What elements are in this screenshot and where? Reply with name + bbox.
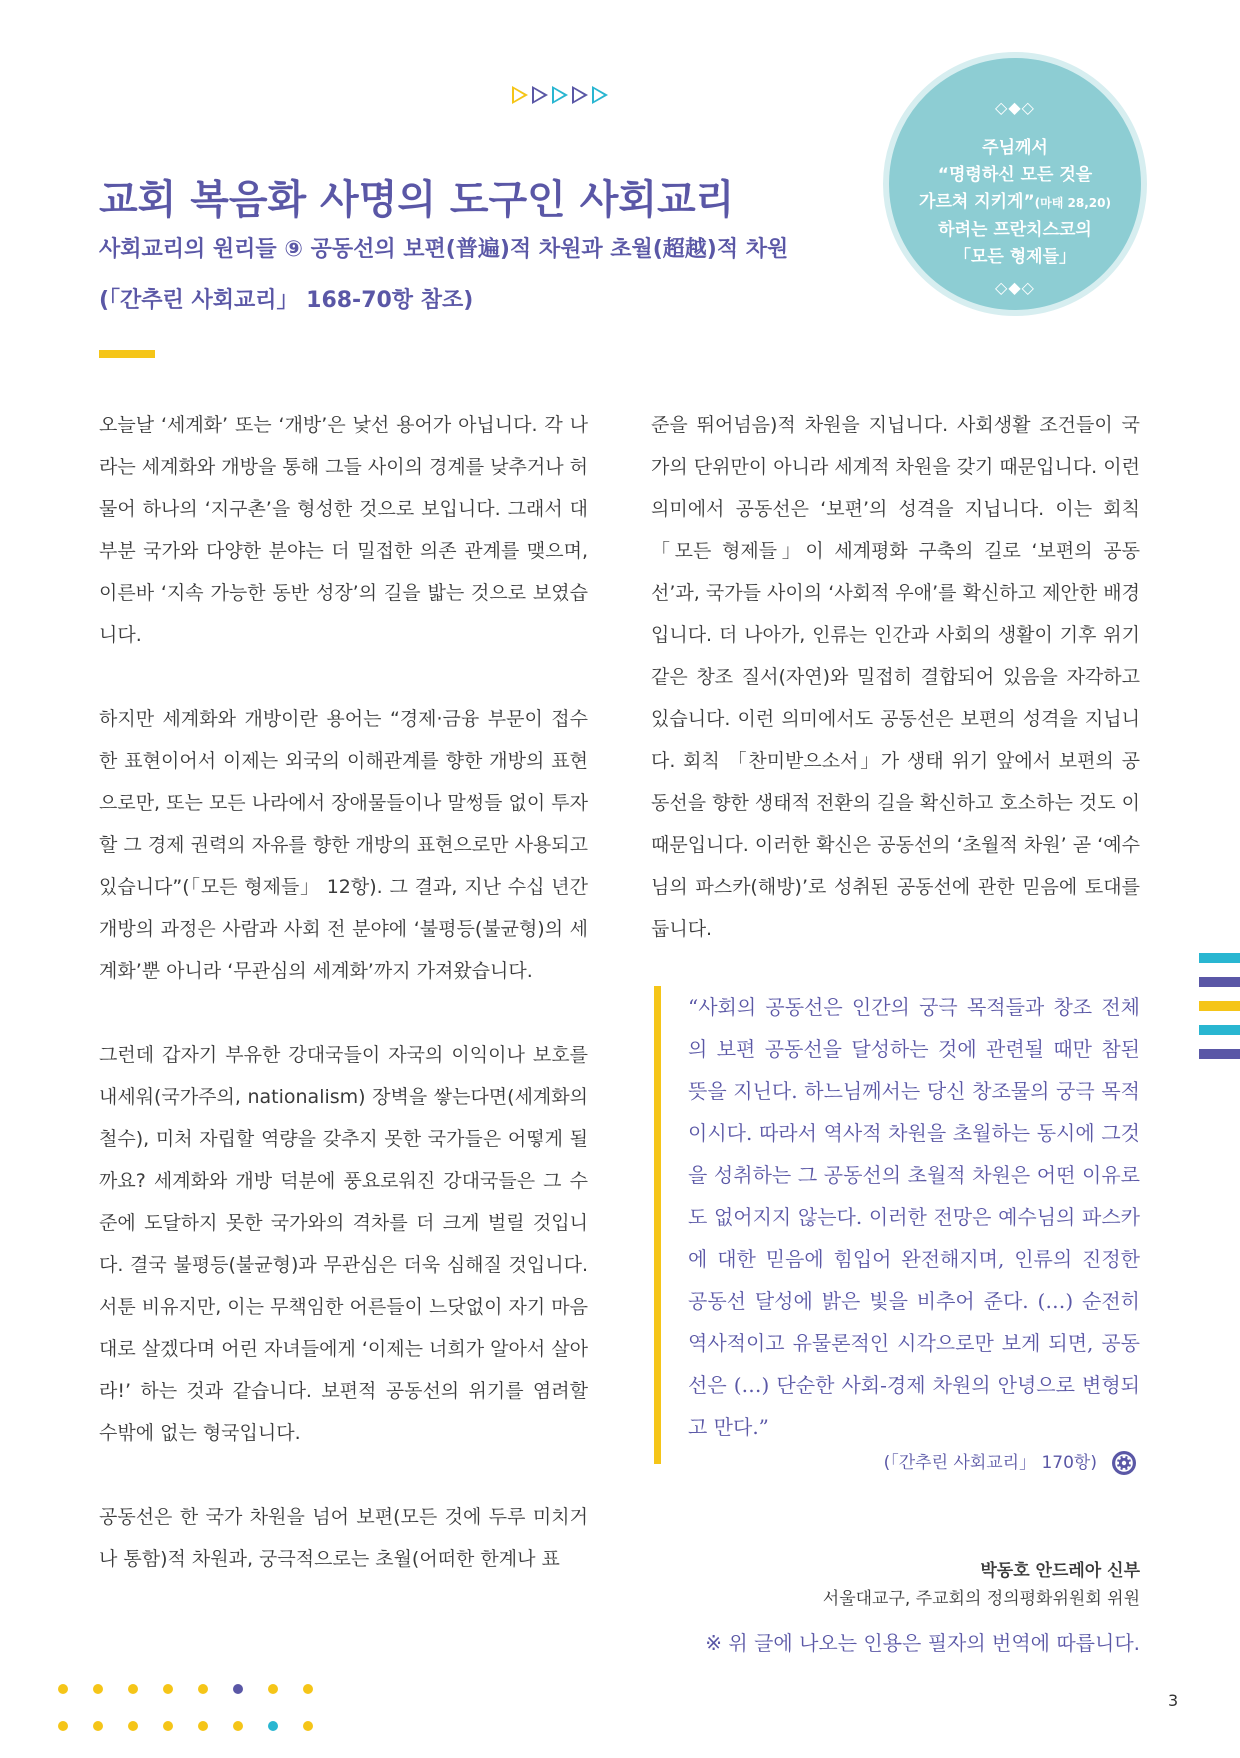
- diamond-ornament-icon: ◇◆◇: [995, 98, 1035, 117]
- body-paragraph: 그런데 갑자기 부유한 강대국들이 자국의 이익이나 보호를 내세워(국가주의, nationalism) 장벽을 쌓는다면(세계화의 철수), 미처 자립할 역량을 갖추지 못한 국가들은 어떻게 될까요? 세계화와 개방 덕분에 풍요로워진 강대국들은 그 수준에 도달하지 못한 국가와의 격차를 더 크게 벌릴 것입니다. 결국 불평등(불균형)과 무관심은 더욱 심해질 것입니다. 서툰 비유지만, 이는 무책임한 어른들이 느닷없이 자기 마음대로 살겠다며 어린 자녀들에게 ‘이제는 너희가 알아서 살아라!’ 하는 것과 같습니다. 보편적 공동선의 위기를 염려할 수밖에 없는 형국입니다.: [99, 1044, 588, 1444]
- stripe: [1199, 1049, 1240, 1059]
- author-name: 박동호 안드레아 신부: [980, 1561, 1140, 1581]
- diamond-ornament-icon: ◇◆◇: [995, 278, 1035, 297]
- dot: [93, 1684, 103, 1694]
- dot: [268, 1721, 278, 1731]
- title-underline-bar: [99, 350, 155, 358]
- body-paragraph: 하지만 세계화와 개방이란 용어는 “경제·금융 부문이 접수한 표현이어서 이제는 외국의 이해관계를 향한 개방의 표현으로만, 또는 모든 나라에서 장애물들이나 말썽들 없이 투자할 그 경제 권력의 자유를 향한 개방의 표현으로만 사용되고 있습니다”(「모든 형제들」 12항). 그 결과, 지난 수십 년간 개방의 과정은 사람과 사회 전 분야에 ‘불평등(불균형)의 세계화’뿐 아니라 ‘무관심의 세계화’까지 가져왔습니다.: [99, 708, 588, 982]
- page-subtitle-reference: (「간추린 사회교리」 168-70항 참조): [99, 288, 474, 313]
- badge-line: 주님께서: [982, 138, 1048, 158]
- quote-source: (「간추린 사회교리」 170항): [883, 1453, 1097, 1473]
- badge-line: “명령하신 모든 것을: [937, 165, 1093, 185]
- dot: [198, 1684, 208, 1694]
- body-column-left: [99, 404, 588, 1580]
- stripe: [1199, 953, 1240, 963]
- series-badge-circle: [883, 52, 1147, 316]
- dot: [268, 1684, 278, 1694]
- dot-ornament: [58, 1684, 313, 1758]
- triangle-icon: [592, 86, 608, 104]
- body-paragraph: 공동선은 한 국가 차원을 넘어 보편(모든 것에 두루 미치거나 통함)적 차원과, 궁극적으로는 초월(어떠한 한계나 표: [99, 1506, 588, 1570]
- triangle-icon: [572, 86, 588, 104]
- author-affiliation: 서울대교구, 주교회의 정의평화위원회 위원: [822, 1589, 1140, 1609]
- triangle-icon: [512, 86, 528, 104]
- dot-row: [58, 1721, 313, 1731]
- dot: [163, 1684, 173, 1694]
- body-paragraph: 준을 뛰어넘음)적 차원을 지닙니다. 사회생활 조건들이 국가의 단위만이 아니라 세계적 차원을 갖기 때문입니다. 이런 의미에서 공동선은 ‘보편’의 성격을 지닙니다. 이는 회칙 「모든 형제들」이 세계평화 구축의 길로 ‘보편의 공동선’과, 국가들 사이의 ‘사회적 우애’를 확신하고 제안한 배경입니다. 더 나아가, 인류는 인간과 사회의 생활이 기후 위기 같은 창조 질서(자연)와 밀접히 결합되어 있음을 자각하고 있습니다. 이런 의미에서도 공동선은 보편의 성격을 지닙니다. 회칙 「찬미받으소서」가 생태 위기 앞에서 보편의 공동선을 향한 생태적 전환의 길을 확신하고 호소하는 것도 이 때문입니다. 이러한 확신은 공동선의 ‘초월적 차원’ 곧 ‘예수님의 파스카(해방)’로 성취된 공동선에 관한 믿음에 토대를 둡니다.: [651, 414, 1140, 940]
- badge-line: 하려는 프란치스코의: [938, 220, 1092, 240]
- body-column-right: [651, 404, 1140, 950]
- stripe: [1199, 977, 1240, 987]
- stripe: [1199, 1025, 1240, 1035]
- quote-accent-bar: [654, 986, 661, 1464]
- dot: [163, 1721, 173, 1731]
- dot: [303, 1721, 313, 1731]
- page-title: 교회 복음화 사명의 도구인 사회교리: [99, 177, 735, 223]
- dot: [198, 1721, 208, 1731]
- dot: [303, 1684, 313, 1694]
- dot: [128, 1721, 138, 1731]
- dharma-wheel-icon: [1111, 1450, 1137, 1476]
- dot: [233, 1721, 243, 1731]
- series-badge-text: [899, 135, 1131, 271]
- dot: [233, 1684, 243, 1694]
- dot: [93, 1721, 103, 1731]
- page-subtitle: 사회교리의 원리들 ⑨ 공동선의 보편(普遍)적 차원과 초월(超越)적 차원: [99, 237, 789, 262]
- badge-line: 가르쳐 지키게”(마태 28,20): [919, 192, 1111, 212]
- stripe: [1199, 1001, 1240, 1011]
- dot: [128, 1684, 138, 1694]
- translation-note: ※ 위 글에 나오는 인용은 필자의 번역에 따릅니다.: [705, 1631, 1140, 1655]
- triangle-icon: [532, 86, 548, 104]
- dot: [58, 1721, 68, 1731]
- dot-row: [58, 1684, 313, 1694]
- side-stripes: [1199, 953, 1240, 1073]
- dot: [58, 1684, 68, 1694]
- body-paragraph: 오늘날 ‘세계화’ 또는 ‘개방’은 낯선 용어가 아닙니다. 각 나라는 세계화와 개방을 통해 그들 사이의 경계를 낮추거나 허물어 하나의 ‘지구촌’을 형성한 것으로 보입니다. 그래서 대부분 국가와 다양한 분야는 더 밀접한 의존 관계를 맺으며, 이른바 ‘지속 가능한 동반 성장’의 길을 밟는 것으로 보였습니다.: [99, 414, 588, 646]
- badge-line: 「모든 형제들」: [953, 247, 1077, 267]
- block-quote: “사회의 공동선은 인간의 궁극 목적들과 창조 전체의 보편 공동선을 달성하는 것에 관련될 때만 참된 뜻을 지닌다. 하느님께서는 당신 창조물의 궁극 목적이시다. 따라서 역사적 차원을 초월하는 동시에 그것을 성취하는 그 공동선의 초월적 차원은 어떤 이유로도 없어지지 않는다. 이러한 전망은 예수님의 파스카에 대한 믿음에 힘입어 완전해지며, 인류의 진정한 공동선 달성에 밝은 빛을 비추어 준다. (…) 순전히 역사적이고 유물론적인 시각으로만 보게 되면, 공동선은 (…) 단순한 사회-경제 차원의 안녕으로 변형되고 만다.”: [688, 995, 1140, 1439]
- triangle-ornament: [512, 86, 608, 104]
- triangle-icon: [552, 86, 568, 104]
- page-number: 3: [1168, 1691, 1179, 1710]
- badge-citation: (마태 28,20): [1034, 196, 1111, 210]
